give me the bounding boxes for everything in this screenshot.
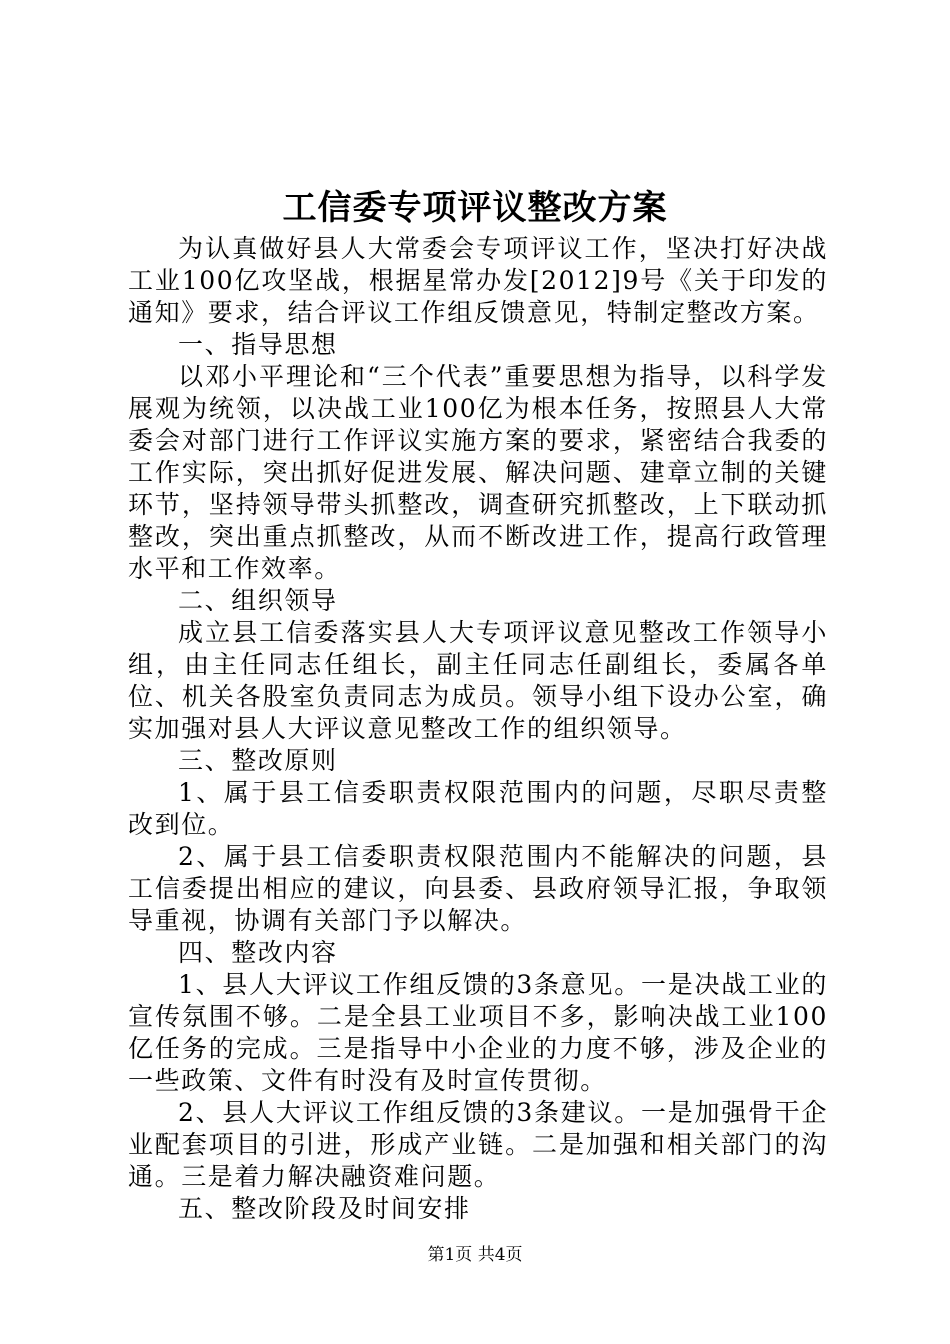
heading-schedule: 五、整改阶段及时间安排 (178, 1194, 471, 1223)
page-footer: 第1页 共4页 (427, 1245, 523, 1265)
paragraph-principle-1: 1、属于县工信委职责权限范围内的问题，尽职尽责整改到位。 (128, 778, 828, 839)
heading-content: 四、整改内容 (178, 938, 338, 967)
paragraph-guiding-ideology: 以邓小平理论和“三个代表”重要思想为指导，以科学发展观为统领，以决战工业100亿为根本任务，按照县人大常委会对部门进行工作评议实施方案的要求，紧密结合我委的工作实际，突出抓好促进发展、解决问题、建章立制的关键环节，坚持领导带头抓整改，调查研究抓整改，上下联动抓整改，突出重点抓整改，从而不断改进工作，提高行政管理水平和工作效率。 (128, 362, 828, 583)
document-title: 工信委专项评议整改方案 (282, 188, 668, 228)
heading-principles: 三、整改原则 (178, 746, 338, 775)
document-body (128, 233, 828, 1225)
paragraph-content-1: 1、县人大评议工作组反馈的3条意见。一是决战工业的宣传氛围不够。二是全县工业项目不多，影响决战工业100亿任务的完成。三是指导中小企业的力度不够，涉及企业的一些政策、文件有时没有及时宣传贯彻。 (128, 970, 828, 1095)
paragraph-content-2: 2、县人大评议工作组反馈的3条建议。一是加强骨干企业配套项目的引进，形成产业链。二是加强和相关部门的沟通。三是着力解决融资难问题。 (128, 1098, 828, 1191)
heading-organization: 二、组织领导 (178, 586, 338, 615)
heading-guiding-ideology: 一、指导思想 (178, 330, 338, 359)
paragraph-organization: 成立县工信委落实县人大专项评议意见整改工作领导小组，由主任同志任组长，副主任同志任副组长，委属各单位、机关各股室负责同志为成员。领导小组下设办公室，确实加强对县人大评议意见整改工作的组织领导。 (128, 618, 828, 743)
paragraph-intro: 为认真做好县人大常委会专项评议工作，坚决打好决战工业100亿攻坚战，根据星常办发[2012]9号《关于印发的通知》要求，结合评议工作组反馈意见，特制定整改方案。 (128, 234, 828, 327)
paragraph-principle-2: 2、属于县工信委职责权限范围内不能解决的问题，县工信委提出相应的建议，向县委、县政府领导汇报，争取领导重视，协调有关部门予以解决。 (128, 842, 828, 935)
